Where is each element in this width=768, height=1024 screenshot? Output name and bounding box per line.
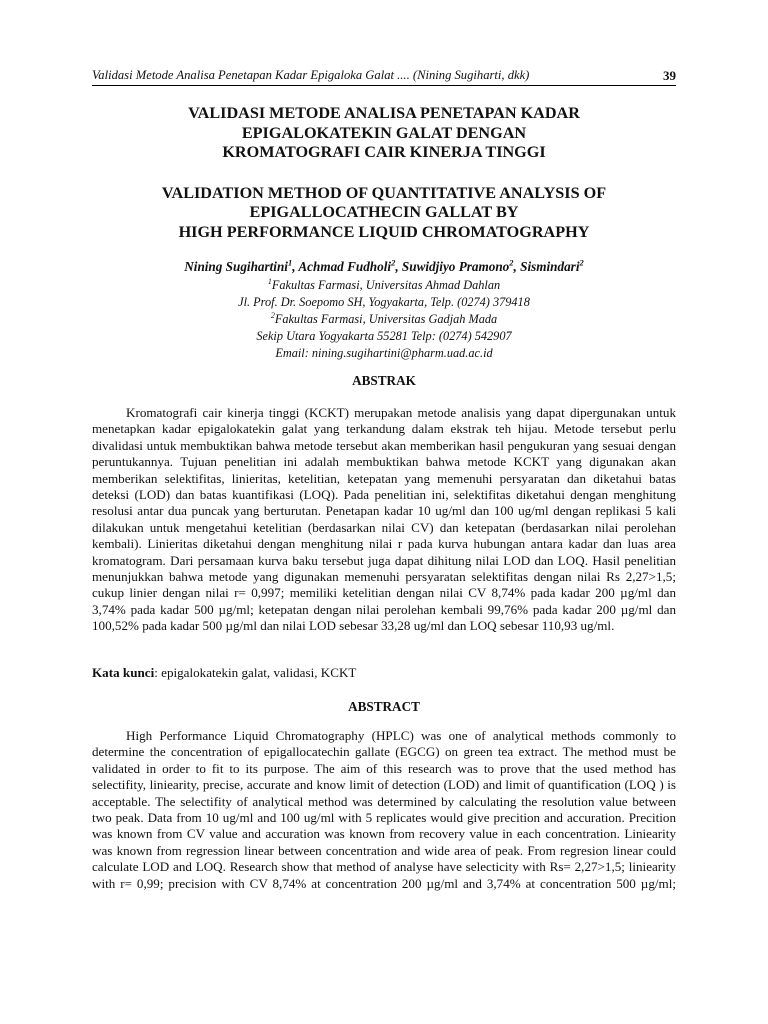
title-en-line: VALIDATION METHOD OF QUANTITATIVE ANALYSIS OF bbox=[161, 183, 607, 202]
title-en-line: EPIGALLOCATHECIN GALLAT BY bbox=[249, 203, 519, 221]
running-head-title: Validasi Metode Analisa Penetapan Kadar Epigaloka Galat .... (Nining Sugiharti, dkk) bbox=[92, 68, 530, 82]
title-id-line: EPIGALOKATEKIN GALAT DENGAN bbox=[241, 123, 527, 142]
author-affiliation-marker: 2 bbox=[509, 257, 514, 268]
author-name: Achmad Fudholi bbox=[298, 259, 392, 274]
author-name: Sismindari bbox=[520, 259, 580, 274]
affiliation-name: Fakultas Farmasi, Universitas Ahmad Dahlan bbox=[271, 278, 501, 292]
affiliation-name: Fakultas Farmasi, Universitas Gadjah Mada bbox=[274, 312, 498, 326]
running-head bbox=[92, 68, 676, 86]
title-block bbox=[92, 104, 676, 242]
title-en-line: HIGH PERFORMANCE LIQUID CHROMATOGRAPHY bbox=[178, 222, 590, 241]
author-affiliation-marker: 1 bbox=[287, 257, 293, 268]
author-affiliation-marker: 2 bbox=[391, 257, 396, 268]
page-number: 39 bbox=[663, 68, 676, 83]
author-affiliation-marker: 2 bbox=[579, 257, 584, 268]
affiliation-2-address: Sekip Utara Yogyakarta 55281 Telp: (0274) 542907 bbox=[256, 329, 512, 343]
affiliation-1 bbox=[92, 277, 676, 294]
title-id-line: VALIDASI METODE ANALISA PENETAPAN KADAR bbox=[188, 104, 580, 122]
author-name: Nining Sugihartini bbox=[184, 259, 288, 274]
keywords-text: : epigalokatekin galat, validasi, KCKT bbox=[154, 665, 357, 680]
keywords-label: Kata kunci bbox=[92, 665, 155, 680]
title-id-line: KROMATOGRAFI CAIR KINERJA TINGGI bbox=[222, 143, 546, 161]
author-name: Suwidjiyo Pramono bbox=[401, 259, 510, 274]
abstrak-paragraph: Kromatografi cair kinerja tinggi (KCKT) merupakan metode analisis yang dapat dipergunakan untuk menetapkan kadar epigalokatekin galat yang terkandung dalam ekstrak teh hijau. Metode tersebut perlu divalidasi untuk membuktikan bahwa metode tersebut akan memberikan hasil pengukuran yang sesuai dengan peruntukannya. Tujuan penelitian ini adalah membuktikan bahwa metode KCKT yang digunakan akan memberikan selektifitas, linieritas, ketelitian, ketepatan yang memenuhi persyaratan dan diketahui batas deteksi (LOD) dan batas kuantifikasi (LOQ). Pada penelitian ini, selektifitas diketahui dengan menghitung resolusi antar dua puncak yang berturutan. Penetapan kadar 10 ug/ml dan 100 ug/ml dengan replikasi 5 kali dilakukan untuk mengetahui ketelitian (berdasarkan nilai CV) dan ketepatan (berdasarkan nilai perolehan kembali). Linieritas diketahui dengan menghitung nilai r pada kurva hubungan antara kadar dan luas area kromatogram. Dari persamaan kurva baku tersebut juga dapat dihitung nilai LOD dan LOQ. Hasil penelitian menunjukkan bahwa metode yang digunakan memenuhi persyaratan selektifitas dengan nilai Rs 2,27>1,5; cukup linier dengan nilai r= 0,997; memiliki ketelitian dengan nilai CV 8,74% pada kadar 200 µg/ml dan 3,74% pada kadar 500 µg/ml; ketepatan dengan nilai perolehan kembali 99,76% pada kadar 200 µg/ml dan 100,52% pada kadar 500 µg/ml dan nilai LOD sebesar 33,28 ug/ml dan LOQ sebesar 110,93 ug/ml. bbox=[92, 405, 676, 634]
affiliations bbox=[92, 277, 676, 362]
author-list: Nining Sugihartini$^1$, Achmad Fudholi$^2$, Suwidjiyo Pramono$^2$, Sismindari$^2$ bbox=[184, 257, 584, 274]
affiliation-1-address: Jl. Prof. Dr. Soepomo SH, Yogyakarta, Telp. (0274) 379418 bbox=[238, 295, 530, 309]
affiliation-2 bbox=[92, 311, 676, 328]
abstract-paragraph: High Performance Liquid Chromatography (HPLC) was one of analytical methods commonly to determine the concentration of epigallocatechin gallate (EGCG) on green tea extract. The method must be validated in order to fit to its purpose. The aim of this research was to prove that the used method has selectifity, liniearity, precise, accurate and know limit of detection (LOD) and limit of quantification (LOQ ) is acceptable. The selectifity of analytical method was determined by calculating the resolution value between two peak. Data from 10 ug/ml and 100 ug/ml with 5 replicates would give precition and accuration. Precition was known from CV value and accuration was known from recovery value in each concentration. Liniearity was known from regression linear between concentration and wide area of peak. From regresion linear could calculate LOD and LOQ. Research show that method of analyse have selecticity with Rs= 2,27>1,5; liniearity with r= 0,99; precision with CV 8,74% at concentration 200 µg/ml and 3,74% at concentration 500 µg/ml; bbox=[92, 728, 676, 891]
abstrak-heading: ABSTRAK bbox=[352, 373, 416, 388]
title-indonesian bbox=[92, 104, 676, 163]
keywords bbox=[92, 665, 676, 681]
affiliation-marker: 2 bbox=[270, 310, 275, 320]
affiliation-marker: 1 bbox=[267, 276, 272, 286]
abstract-heading: ABSTRACT bbox=[348, 699, 420, 714]
title-english bbox=[92, 184, 676, 243]
contact-email: Email: nining.sugihartini@pharm.uad.ac.id bbox=[275, 346, 493, 360]
